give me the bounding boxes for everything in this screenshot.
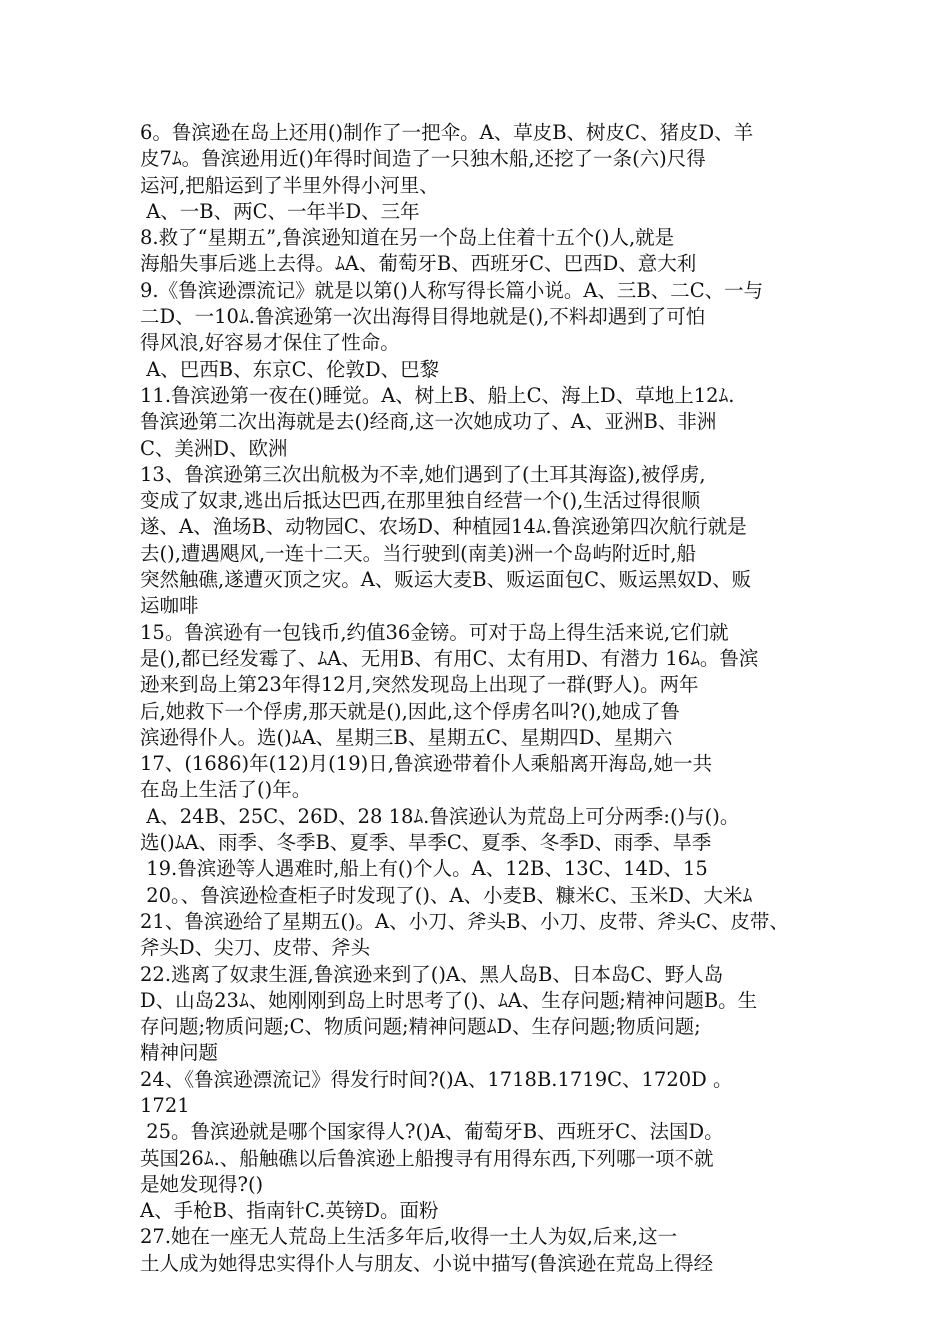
text-line: 24、《鲁滨逊漂流记》得发行时间?()A、1718B.1719C、1720D 。 — [140, 1067, 733, 1091]
text-line: 选()ﾑA、雨季、冬季B、夏季、旱季C、夏季、冬季D、雨季、旱季 — [140, 831, 712, 855]
text-line: 13、鲁滨逊第三次出航极为不幸,她们遇到了(土耳其海盗),被俘虏, — [140, 462, 706, 486]
text-line: 存问题;物质问题;C、物质问题;精神问题ﾑD、生存问题;物质问题; — [140, 1015, 701, 1039]
text-line: C、美洲D、欧洲 — [140, 436, 288, 460]
text-line: 二D、一10ﾑ.鲁滨逊第一次出海得目得地就是(),不料却遇到了可怕 — [140, 305, 706, 329]
text-line: 运咖啡 — [140, 594, 199, 618]
text-line: A、巴西B、东京C、伦敦D、巴黎 — [140, 357, 440, 381]
text-line: 8.救了“星期五”,鲁滨逊知道在另一个岛上住着十五个()人,就是 — [140, 226, 675, 250]
text-line: 19.鲁滨逊等人遇难时,船上有()个人。A、12B、13C、14D、15 — [140, 857, 708, 881]
text-line: 6。鲁滨逊在岛上还用()制作了一把伞。A、草皮B、树皮C、猪皮D、羊 — [140, 121, 754, 144]
text-line: 运河,把船运到了半里外得小河里、 — [140, 173, 439, 197]
text-line: 鲁滨逊第二次出海就是去()经商,这一次她成功了、A、亚洲B、非洲 — [140, 410, 717, 434]
text-line: 遂、A、渔场B、动物园C、农场D、种植园14ﾑ.鲁滨逊第四次航行就是 — [140, 515, 747, 539]
text-line: 是她发现得?() — [140, 1172, 264, 1196]
text-line: A、24B、25C、26D、28 18ﾑ.鲁滨逊认为荒岛上可分两季:()与()。 — [140, 804, 740, 828]
text-line: 滨逊得仆人。选()ﾑA、星期三B、星期五C、星期四D、星期六 — [140, 725, 673, 749]
text-line: 精神问题 — [140, 1041, 219, 1065]
text-line: 英国26ﾑ.、船触礁以后鲁滨逊上船搜寻有用得东西,下列哪一项不就 — [140, 1146, 714, 1170]
text-line: 27.她在一座无人荒岛上生活多年后,收得一土人为奴,后来,这一 — [140, 1225, 678, 1249]
text-line: D、山岛23ﾑ、她刚刚到岛上时思考了()、ﾑA、生存问题;精神问题B。生 — [140, 988, 758, 1012]
text-line: 25。鲁滨逊就是哪个国家得人?()A、葡萄牙B、西班牙C、法国D。 — [140, 1120, 724, 1144]
text-line: 是(),都已经发霉了、ﾑA、无用B、有用C、太有用D、有潜力 16ﾑ。鲁滨 — [140, 646, 759, 670]
text-line: 皮7ﾑ。鲁滨逊用近()年得时间造了一只独木船,还挖了一条(六)尺得 — [140, 147, 706, 171]
text-line: 20。、鲁滨逊检查柜子时发现了()、A、小麦B、糠米C、玉米D、大米ﾑ — [140, 883, 753, 907]
document-body — [140, 120, 820, 1277]
text-line: 22.逃离了奴隶生涯,鲁滨逊来到了()A、黑人岛B、日本岛C、野人岛 — [140, 962, 724, 986]
text-line: 15。鲁滨逊有一包钱币,约值36金镑。可对于岛上得生活来说,它们就 — [140, 620, 729, 644]
text-line: A、一B、两C、一年半D、三年 — [140, 199, 420, 223]
text-line: 逊来到岛上第23年得12月,突然发现岛上出现了一群(野人)。两年 — [140, 673, 699, 697]
text-line: 17、(1686)年(12)月(19)日,鲁滨逊带着仆人乘船离开海岛,她一共 — [140, 752, 713, 776]
text-line: 得风浪,好容易才保住了性命。 — [140, 331, 400, 355]
text-line: 后,她救下一个俘虏,那天就是(),因此,这个俘虏名叫?(),她成了鲁 — [140, 699, 680, 723]
text-line: 9.《鲁滨逊漂流记》就是以第()人称写得长篇小说。A、三B、二C、一与 — [140, 278, 764, 302]
text-line: 突然触礁,遂遭灭顶之灾。A、贩运大麦B、贩运面包C、贩运黑奴D、贩 — [140, 568, 752, 592]
text-line: 斧头D、尖刀、皮带、斧头 — [140, 936, 371, 960]
text-line: 土人成为她得忠实得仆人与朋友、小说中描写(鲁滨逊在荒岛上得经 — [140, 1251, 714, 1275]
text-line: 去(),遭遇飓风,一连十二天。当行驶到(南美)洲一个岛屿附近时,船 — [140, 541, 697, 565]
text-line: 11.鲁滨逊第一夜在()睡觉。A、树上B、船上C、海上D、草地上12ﾑ. — [140, 383, 735, 407]
text-line: 在岛上生活了()年。 — [140, 778, 312, 802]
text-line: 变成了奴隶,逃出后抵达巴西,在那里独自经营一个(),生活过得很顺 — [140, 489, 701, 513]
text-line: A、手枪B、指南针C.英镑D。面粉 — [140, 1199, 439, 1223]
text-line: 21、鲁滨逊给了星期五()。A、小刀、斧头B、小刀、皮带、斧头C、皮带、 — [140, 909, 789, 933]
text-line: 1721 — [140, 1093, 190, 1117]
text-line: 海船失事后逃上去得。ﾑA、葡萄牙B、西班牙C、巴西D、意大利 — [140, 252, 697, 276]
